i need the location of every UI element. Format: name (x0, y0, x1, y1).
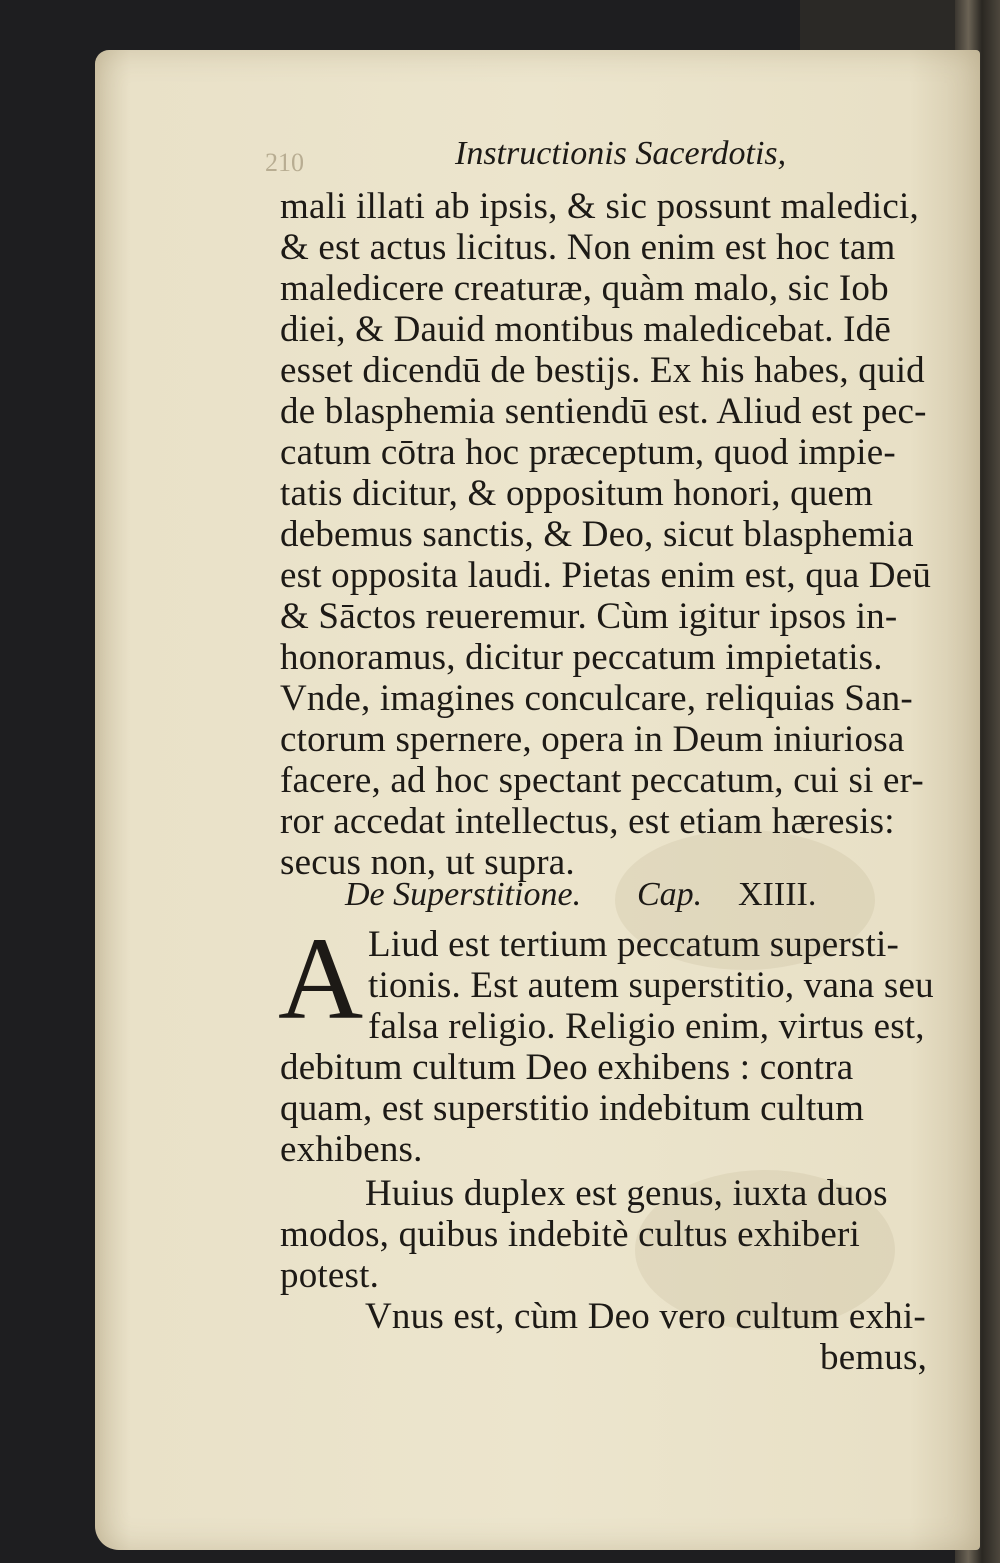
text-line: honoramus, dicitur peccatum impietatis. (280, 637, 883, 678)
text-line: diei, & Dauid montibus maledicebat. Idē (280, 309, 891, 350)
text-line: ror accedat intellectus, est etiam hæresis: (280, 801, 895, 842)
catchword: bemus, (820, 1337, 928, 1378)
text-line: falsa religio. Religio enim, virtus est, (368, 1006, 925, 1047)
text-line: Vnde, imagines conculcare, reliquias San- (280, 678, 913, 719)
text-line: esset dicendū de bestijs. Ex his habes, quid (280, 350, 925, 391)
chapter-title: De Superstitione. (345, 876, 582, 913)
text-line: facere, ad hoc spectant peccatum, cui si er- (280, 760, 924, 801)
text-line: maledicere creaturæ, quàm malo, sic Iob (280, 268, 889, 309)
text-line: Huius duplex est genus, iuxta duos (365, 1173, 888, 1214)
text-line: ctorum spernere, opera in Deum iniuriosa (280, 719, 905, 760)
text-line: secus non, ut supra. (280, 842, 575, 883)
text-line: debitum cultum Deo exhibens : contra (280, 1047, 854, 1088)
chapter-cap-label: Cap. (637, 876, 703, 913)
running-header: Instructionis Sacerdotis, (455, 135, 787, 172)
chapter-number: XIIII. (738, 876, 817, 913)
text-line: Vnus est, cùm Deo vero cultum exhi- (365, 1296, 926, 1337)
text-line: quam, est superstitio indebitum cultum (280, 1088, 865, 1129)
text-line: est opposita laudi. Pietas enim est, qua Deū (280, 555, 932, 596)
text-line: tatis dicitur, & oppositum honori, quem (280, 473, 874, 514)
text-line: & Sāctos reueremur. Cùm igitur ipsos in- (280, 596, 898, 637)
text-line: mali illati ab ipsis, & sic possunt maledici, (280, 186, 919, 227)
text-line: catum cōtra hoc præceptum, quod impie- (280, 432, 896, 473)
text-line: Liud est tertium peccatum supersti- (368, 924, 900, 965)
text-line: modos, quibus indebitè cultus exhiberi (280, 1214, 860, 1255)
text-line: debemus sanctis, & Deo, sicut blasphemia (280, 514, 914, 555)
text-line: de blasphemia sentiendū est. Aliud est pec- (280, 391, 927, 432)
text-line: & est actus licitus. Non enim est hoc tam (280, 227, 896, 268)
text-line: potest. (280, 1255, 380, 1296)
text-line: exhibens. (280, 1129, 423, 1170)
text-line: tionis. Est autem superstitio, vana seu (368, 965, 934, 1006)
page-number: 210 (265, 148, 304, 177)
drop-cap: A (278, 913, 364, 1044)
